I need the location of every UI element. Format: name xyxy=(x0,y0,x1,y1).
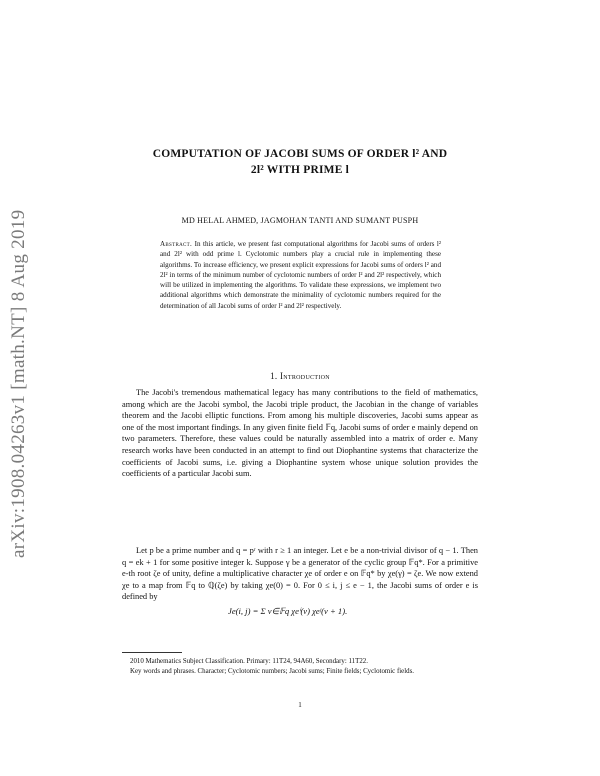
jacobi-sum-equation: Je(i, j) = Σ v∈𝔽q χeⁱ(v) χeʲ(v + 1). xyxy=(228,606,348,616)
abstract-text: In this article, we present fast computational algorithms for Jacobi sums of orders l² and 2l² with odd prime l. Cyclotomic numbers play a crucial rule in implementing these algorithms. To increase efficiency, we present explicit expressions for Jacobi sums of orders l² and 2l² in terms of the minimum number of cyclotomic numbers of order l² and 2l² respectively, which will be utilized in implementing the algorithms. To validate these expressions, we implement two additional algorithms which demonstrate the minimality of cyclotomic numbers required for the determination of all Jacobi sums of order l² and 2l² respectively. xyxy=(160,240,442,310)
abstract-label: Abstract. xyxy=(160,240,193,248)
paper-title xyxy=(118,146,482,178)
title-line-2: 2l² WITH PRIME l xyxy=(250,164,350,176)
footnote-msc: 2010 Mathematics Subject Classification. Primary: 11T24, 94A60, Secondary: 11T22. xyxy=(130,658,368,665)
footnote-divider xyxy=(122,652,182,653)
page-number: 1 xyxy=(298,701,302,709)
abstract xyxy=(160,239,441,311)
intro-paragraph-1: The Jacobi's tremendous mathematical legacy has many contributions to the field of mathematics, among which are the Jacobi symbol, the Jacobi triple product, the Jacobian in the change of variables theorem and the Jacobi elliptic functions. From among his multiple discoveries, Jacobi sums appear as one of the most important findings. In any given finite field 𝔽q, Jacobi sums of order e mainly depend on two parameters. Therefore, these values could be naturally assembled into a matrix of order e. Many research works have been conducted in an attempt to find out Diophantine systems that characterize the coefficients of Jacobi sums, i.e. giving a Diophantine system whose unique solution provides the coefficients of a particular Jacobi sum. xyxy=(122,388,478,479)
intro-paragraph-2: Let p be a prime number and q = pʳ with r ≥ 1 an integer. Let e be a non-trivial divisor of q − 1. Then q = ek + 1 for some positive integer k. Suppose γ be a generator of the cyclic group 𝔽q*. For a primitive e-th root ζe of unity, define a multiplicative character χe of order e on 𝔽q* by χe(γ) = ζe. We now extend χe to a map from 𝔽q to ℚ(ζe) by taking χe(0) = 0. For 0 ≤ i, j ≤ e − 1, the Jacobi sums of order e is defined by xyxy=(122,546,478,602)
footnote-keywords: Key words and phrases. Character; Cyclotomic numbers; Jacobi sums; Finite fields; Cyclotomic fields. xyxy=(130,667,414,675)
author-list: MD HELAL AHMED, JAGMOHAN TANTI AND SUMANT PUSPH xyxy=(181,216,419,225)
title-line-1: COMPUTATION OF JACOBI SUMS OF ORDER l² AND xyxy=(152,148,448,160)
section-heading-introduction: 1. Introduction xyxy=(270,371,330,381)
arxiv-identifier-stamp: arXiv:1908.04263v1 [math.NT] 8 Aug 2019 xyxy=(8,209,29,558)
footnotes xyxy=(122,657,478,676)
